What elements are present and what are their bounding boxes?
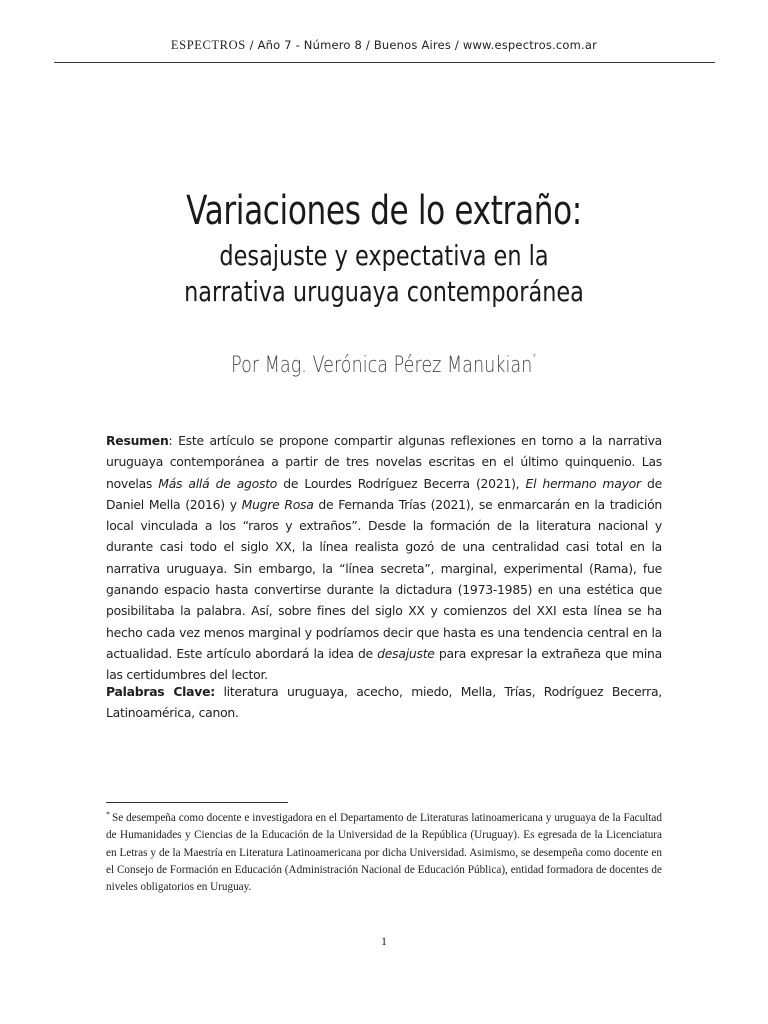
abstract-text-3: de Daniel Mella (2016) y bbox=[106, 475, 662, 512]
journal-name: ESPECTROS bbox=[170, 38, 246, 52]
abstract-text-4: de Fernanda Trías (2021), se enmarcarán en la tradición local vinculada a los “raros y extraños”. Desde la formación de la literatura nacional y durante casi todo el siglo XX, la línea realista gozó de una centralidad casi total en la narrativa uruguaya. Sin embargo, la “línea secreta”, marginal, experimental (Rama), fue ganando espacio hasta convertirse durante la dictadura (1973-1985) en una estética que posibilitaba la palabra. Así, sobre fines del siglo XX y comienzos del XXI esta línea se ha hecho cada vez menos marginal y podríamos decir que hasta es una tendencia central en la actualidad. Este artículo abordará la idea de bbox=[106, 496, 663, 661]
abstract bbox=[106, 430, 662, 686]
author-line bbox=[60, 352, 708, 378]
book-title-3: Mugre Rosa bbox=[241, 496, 314, 512]
keywords-label: Palabras Clave: bbox=[106, 684, 215, 699]
abstract-text-2: de Lourdes Rodríguez Becerra (2021), bbox=[277, 475, 526, 491]
article-title: Variaciones de lo extraño: bbox=[186, 188, 582, 234]
abstract-text-5: para expresar la extrañeza que mina las certidumbres del lector. bbox=[106, 645, 662, 683]
article-subtitle-line-2: narrativa uruguaya contemporánea bbox=[184, 275, 584, 308]
keywords-text: literatura uruguaya, acecho, miedo, Mella, Trías, Rodríguez Becerra, Latinoamérica, canon. bbox=[106, 684, 662, 721]
footnote bbox=[106, 806, 662, 896]
keywords bbox=[106, 681, 662, 724]
book-title-1: Más allá de agosto bbox=[158, 475, 278, 491]
title-block bbox=[60, 188, 708, 310]
author-name: Por Mag. Verónica Pérez Manukian bbox=[231, 353, 533, 378]
issue-details: / Año 7 - Número 8 / Buenos Aires / www.espectros.com.ar bbox=[245, 38, 598, 52]
footnote-text: Se desempeña como docente e investigadora en el Departamento de Literaturas latinoamericana y uruguaya de la Facultad de Humanidades y Ciencias de la Educación de la Universidad de la República (Uruguay). Es egresada de la Licenciatura en Letras y de la Maestría en Literatura Latinoamericana por dicha Universidad. Asimismo, se desempeña como docente en el Consejo de Formación en Educación (Administración Nacional de Educación Pública), entidad formadora de docentes de niveles obligatorios en Uruguay. bbox=[106, 812, 662, 894]
author-footnote-mark: * bbox=[532, 352, 537, 363]
abstract-label: Resumen bbox=[106, 433, 169, 448]
abstract-term: desajuste bbox=[377, 645, 435, 661]
footnote-mark: * bbox=[106, 810, 110, 819]
article-subtitle-line-1: desajuste y expectativa en la bbox=[219, 239, 549, 272]
abstract-text-1: : Este artículo se propone compartir algunas reflexiones en torno a la narrativa uruguaya contemporánea a partir de tres novelas escritas en el último quinquenio. Las novelas bbox=[106, 433, 662, 491]
book-title-2: El hermano mayor bbox=[525, 475, 641, 491]
running-head bbox=[0, 38, 768, 53]
page-number: 1 bbox=[381, 934, 387, 948]
header-divider bbox=[54, 62, 715, 63]
footnote-divider bbox=[106, 802, 288, 803]
